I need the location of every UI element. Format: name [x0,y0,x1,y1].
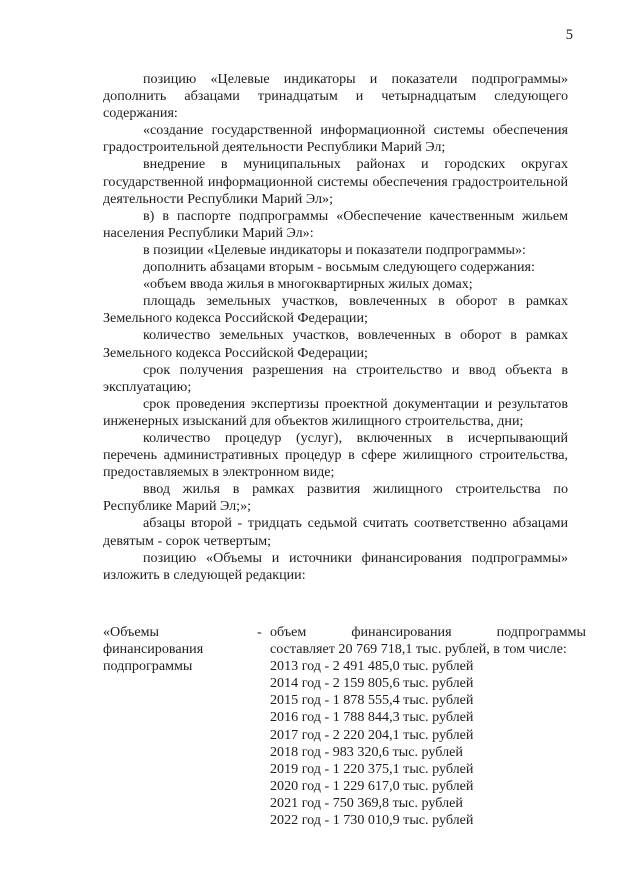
paragraph: «создание государственной информационной системы обеспечения градостроительной деятельности Республики Марий Эл; [103,122,568,156]
funding-table-dash: - [257,624,262,640]
paragraph: позицию «Объемы и источники финансирования подпрограммы» изложить в следующей редакции: [103,549,568,583]
funding-year-line: 2018 год - 983 320,6 тыс. рублей [270,743,463,760]
paragraph: количество земельных участков, вовлеченных в оборот в рамках Земельного кодекса Российской Федерации; [103,327,568,361]
funding-intro-line: объем финансирования подпрограммы [270,624,586,640]
paragraph: внедрение в муниципальных районах и городских округах государственной информационной системы обеспечения градостроительной деятельности Республики Марий Эл»; [103,156,568,207]
paragraph: срок проведения экспертизы проектной документации и результатов инженерных изысканий для объектов жилищного строительства, дни; [103,395,568,429]
paragraph: ввод жилья в рамках развития жилищного строительства по Республике Марий Эл;»; [103,481,568,515]
funding-year-line: 2013 год - 2 491 485,0 тыс. рублей [270,658,474,675]
funding-table-label-line: «Объемы [103,624,159,640]
paragraph: количество процедур (услуг), включенных в исчерпывающий перечень административных процедур в сфере жилищного строительства, предоставляемых в электронном виде; [103,429,568,481]
paragraph: дополнить абзацами вторым - восьмым следующего содержания: [143,259,535,276]
paragraph: площадь земельных участков, вовлеченных в оборот в рамках Земельного кодекса Российской Федерации; [103,293,568,327]
funding-year-line: 2015 год - 1 878 555,4 тыс. рублей [270,692,474,709]
funding-year-line: 2021 год - 750 369,8 тыс. рублей [270,794,463,811]
funding-year-line: 2022 год - 1 730 010,9 тыс. рублей [270,812,474,829]
funding-table-value-cell [270,624,586,829]
funding-table-label-line: подпрограммы [103,658,193,675]
funding-table-label-cell [103,624,253,675]
funding-table-label-line: финансирования [103,641,204,658]
paragraph: «объем ввода жилья в многоквартирных жилых домах; [143,276,473,293]
funding-year-line: 2017 год - 2 220 204,1 тыс. рублей [270,726,474,743]
funding-year-line: 2014 год - 2 159 805,6 тыс. рублей [270,675,474,692]
funding-year-line: 2019 год - 1 220 375,1 тыс. рублей [270,760,474,777]
paragraph: позицию «Целевые индикаторы и показатели подпрограммы» дополнить абзацами тринадцатым и четырнадцатым следующего содержания: [103,71,568,122]
paragraph: в) в паспорте подпрограммы «Обеспечение качественным жильем населения Республики Марий Эл»: [103,207,568,241]
page-number: 5 [565,27,573,43]
document-body [103,71,568,584]
paragraph: абзацы второй - тридцать седьмой считать соответственно абзацами девятым - сорок четвертым; [103,515,568,549]
funding-total-line: составляет 20 769 718,1 тыс. рублей, в том числе: [270,641,567,658]
paragraph: в позиции «Целевые индикаторы и показатели подпрограммы»: [143,241,526,258]
paragraph: срок получения разрешения на строительство и ввод объекта в эксплуатацию; [103,361,568,395]
funding-year-line: 2016 год - 1 788 844,3 тыс. рублей [270,709,474,726]
funding-year-line: 2020 год - 1 229 617,0 тыс. рублей [270,777,474,794]
